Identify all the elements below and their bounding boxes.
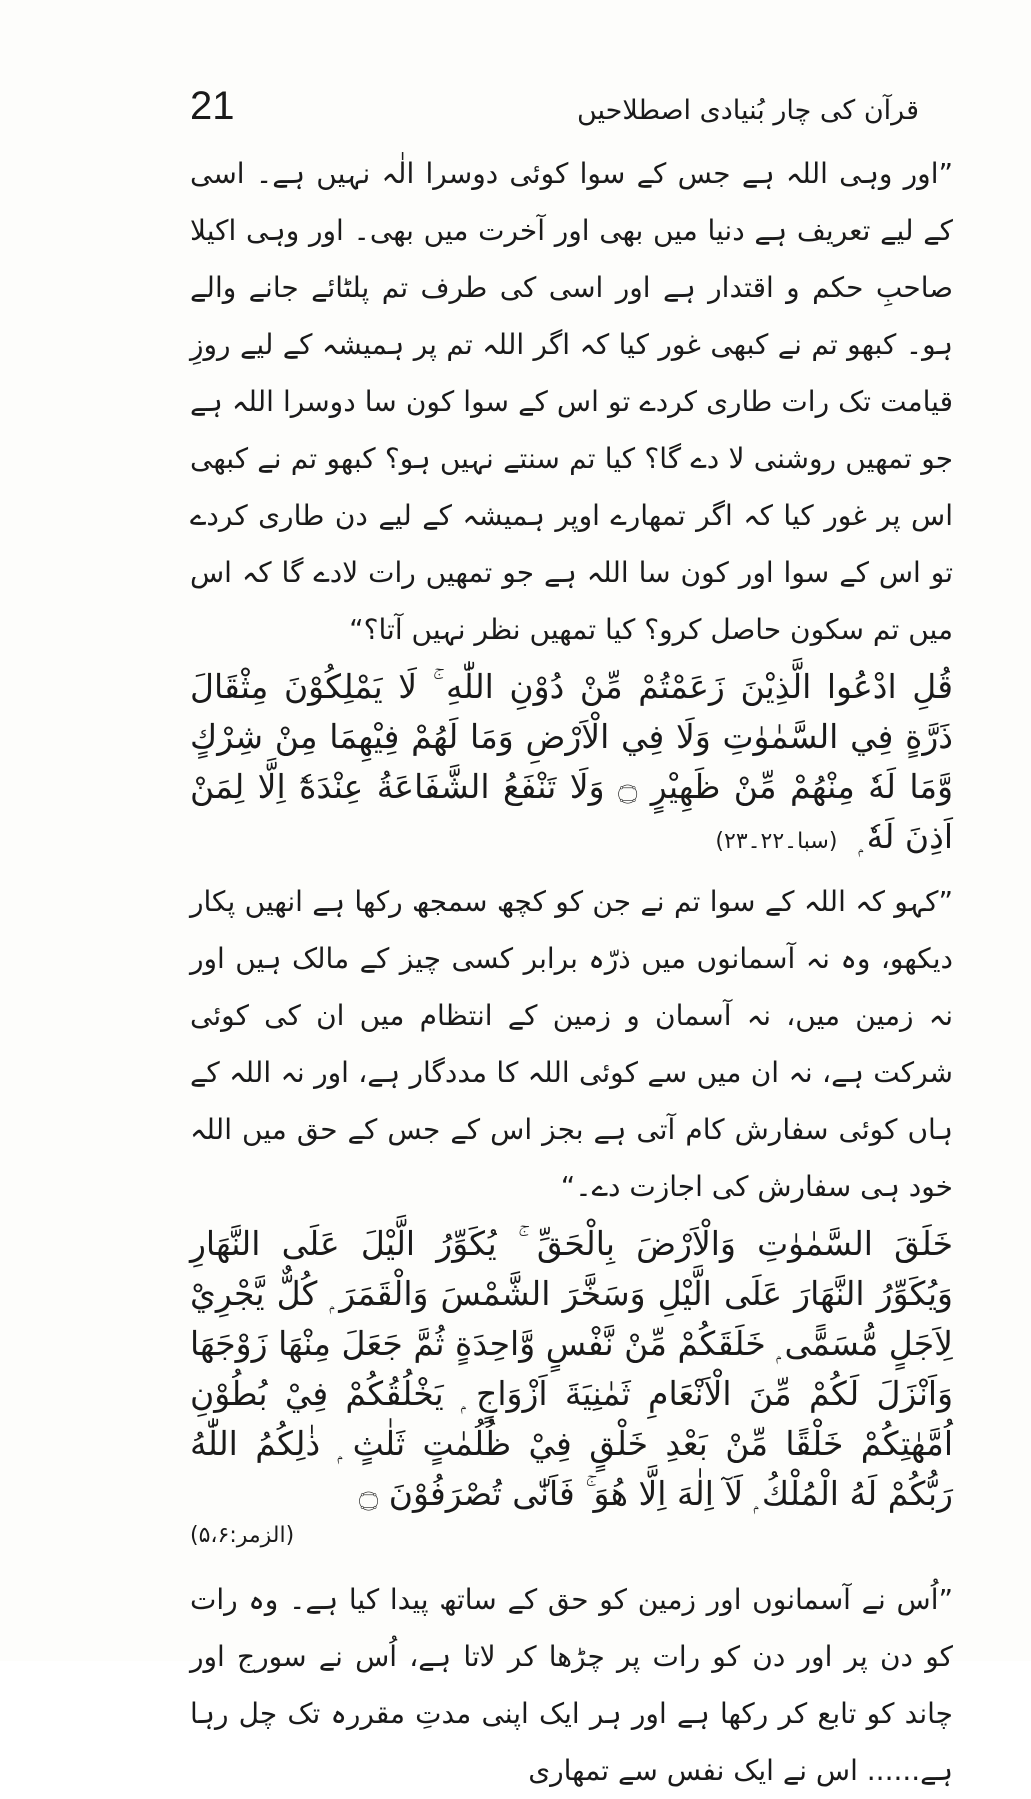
- quran-verse-saba: [190, 662, 953, 867]
- verse-reference-saba: (سبا۔۲۲۔۲۳): [715, 829, 838, 854]
- page-number: 21: [190, 84, 235, 128]
- spacer: [190, 1559, 953, 1571]
- translation-paragraph-2: ”کہو کہ اللہ کے سوا تم نے جن کو کچھ سمجھ رکھا ہے انھیں پکار دیکھو، وہ نہ آسمانوں میں ذرّہ برابر کسی چیز کے مالک ہیں اور نہ زمین میں، نہ آسمان و زمین کے انتظام میں ان کی کوئی شرکت ہے، نہ ان میں سے کوئی اللہ کا مددگار ہے، اور نہ اللہ کے ہاں کوئی سفارش کام آتی ہے بجز اس کے جس کے حق میں اللہ خود ہی سفارش کی اجازت دے۔“: [190, 885, 953, 1203]
- translation-paragraph-1: ”اور وہی اللہ ہے جس کے سوا کوئی دوسرا الٰہ نہیں ہے۔ اسی کے لیے تعریف ہے دنیا میں بھی اور آخرت میں بھی۔ اور وہی اکیلا صاحبِ حکم و اقتدار ہے اور اسی کی طرف تم پلٹائے جانے والے ہو۔ کبھو تم نے کبھی غور کیا کہ اگر اللہ تم پر ہمیشہ کے لیے روزِ قیامت تک رات طاری کردے تو اس کے سوا کون سا دوسرا اللہ ہے جو تمھیں روشنی لا دے گا؟ کیا تم سنتے نہیں ہو؟ کبھو تم نے کبھی اس پر غور کیا کہ اگر تمھارے اوپر ہمیشہ کے لیے دن طاری کردے تو اس کے سوا اور کون سا اللہ ہے جو تمھیں رات لادے گا کہ اس میں تم سکون حاصل کرو؟ کیا تمھیں نظر نہیں آتا؟“: [190, 157, 953, 646]
- quran-verse-zumar: خَلَقَ السَّمٰوٰتِ وَالْاَرْضَ بِالْحَقِّ ۚ يُكَوِّرُ الَّيْلَ عَلَى النَّهَارِ وَيُكَوِّرُ النَّهَارَ عَلَى الَّيْلِ وَسَخَّرَ الشَّمْسَ وَالْقَمَرَ ۭ كُلٌّ يَّجْرِيْ لِاَجَلٍ مُّسَمًّى ۭ خَلَقَكُمْ مِّنْ نَّفْسٍ وَّاحِدَةٍ ثُمَّ جَعَلَ مِنْهَا زَوْجَهَا وَاَنْزَلَ لَكُمْ مِّنَ الْاَنْعَامِ ثَمٰنِيَةَ اَزْوَاجٍ ۭ يَخْلُقُكُمْ فِيْ بُطُوْنِ اُمَّهٰتِكُمْ خَلْقًا مِّنْ بَعْدِ خَلْقٍ فِيْ ظُلُمٰتٍ ثَلٰثٍ ۭ ذٰلِكُمُ اللّٰهُ رَبُّكُمْ لَهُ الْمُلْكُ ۭ لَآ اِلٰهَ اِلَّا هُوَ ۚ فَاَنّٰى تُصْرَفُوْنَ ۝: [190, 1224, 953, 1513]
- running-title: قرآن کی چار بُنیادی اصطلاحیں: [576, 95, 919, 126]
- page-body: [190, 145, 953, 1799]
- translation-paragraph-3: ”اُس نے آسمانوں اور زمین کو حق کے ساتھ پیدا کیا ہے۔ وہ رات کو دن پر اور دن کو رات پر چڑھا کر لاتا ہے، اُس نے سورج اور چاند کو تابع کر رکھا ہے اور ہر ایک اپنی مدتِ مقررہ تک چل رہا ہے...... اس نے ایک نفس سے تمھاری: [190, 1583, 953, 1787]
- quran-verse-saba-text: قُلِ ادْعُوا الَّذِيْنَ زَعَمْتُمْ مِّنْ دُوْنِ اللّٰهِ ۚ لَا يَمْلِكُوْنَ مِثْقَالَ ذَرَّةٍ فِي السَّمٰوٰتِ وَلَا فِي الْاَرْضِ وَمَا لَهُمْ فِيْهِمَا مِنْ شِرْكٍ وَّمَا لَهٗ مِنْهُمْ مِّنْ ظَهِيْرٍ ۝ وَلَا تَنْفَعُ الشَّفَاعَةُ عِنْدَهٗٓ اِلَّا لِمَنْ اَذِنَ لَهٗ ۭ: [190, 667, 954, 856]
- verse-reference-line: [190, 1519, 953, 1553]
- verse-reference-zumar: (الزمر:۵،۶): [190, 1523, 295, 1548]
